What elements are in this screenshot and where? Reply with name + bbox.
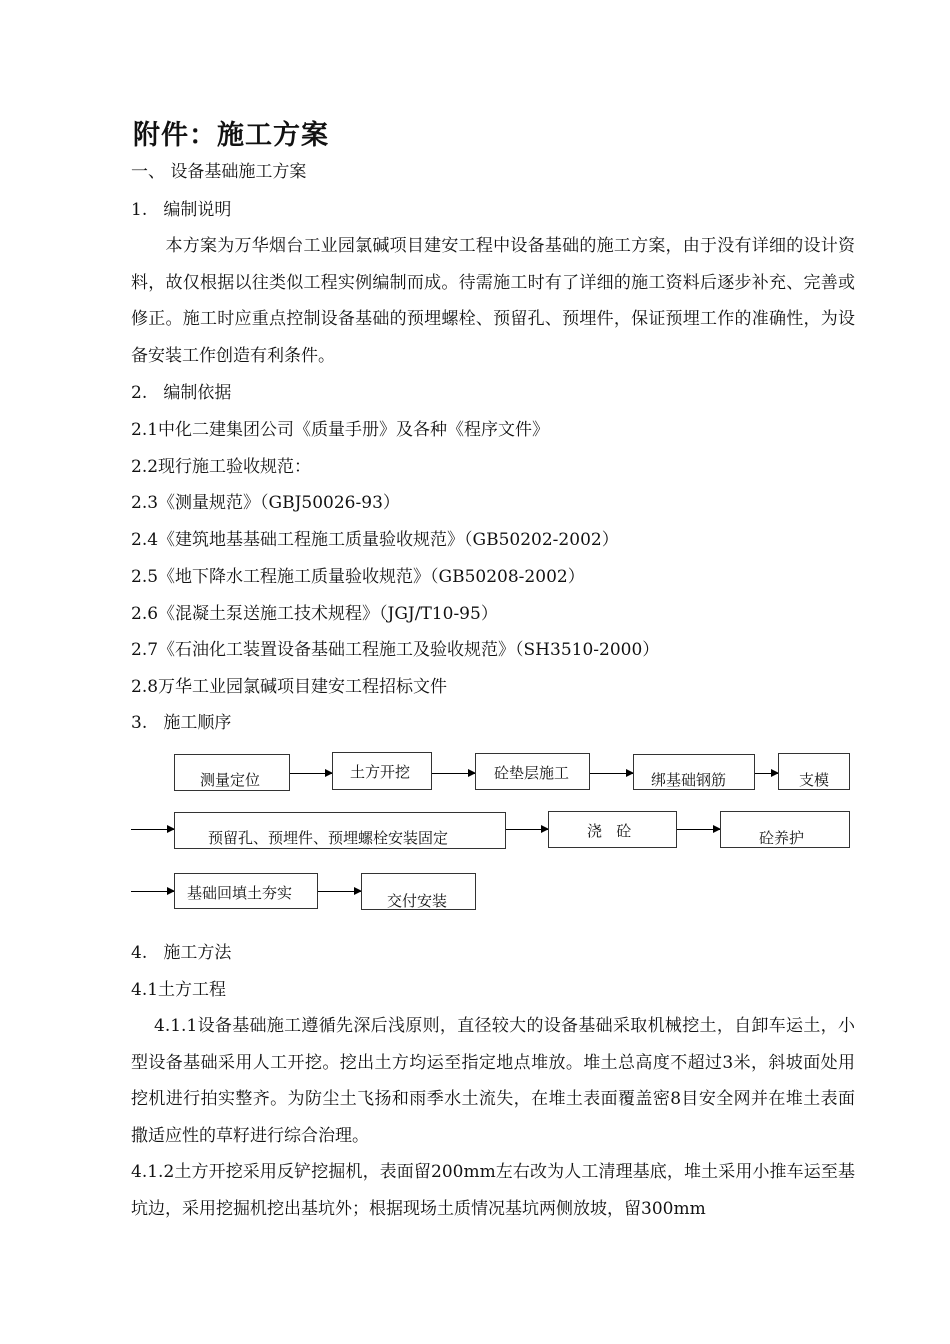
flow-step-label: 浇 砼: [587, 822, 632, 840]
paragraph-4-1-1: 4.1.1设备基础施工遵循先深后浅原则，直径较大的设备基础采取机械挖土，自卸车运土，小型设备基础采用人工开挖。挖出土方均运至指定地点堆放。堆土总高度不超过3米，斜坡面处用挖机进行拍实整齐。为防尘土飞扬和雨季水土流失，在堆土表面覆盖密8目安全网并在堆土表面撒适应性的草籽进行综合治理。: [131, 1016, 855, 1146]
heading-3: 3. 施工顺序: [131, 713, 232, 733]
heading-2: 2. 编制依据: [131, 383, 232, 403]
reference-item: 2.2现行施工验收规范：: [131, 457, 312, 477]
flow-arrow: [318, 891, 361, 892]
reference-item: 2.4《建筑地基基础工程施工质量验收规范》（GB50202-2002）: [131, 530, 619, 550]
flow-arrow: [131, 829, 174, 830]
reference-item: 2.1中化二建集团公司《质量手册》及各种《程序文件》: [131, 420, 550, 440]
reference-item: 2.3《测量规范》（GBJ50026-93）: [131, 493, 400, 513]
paragraph-description: 本方案为万华烟台工业园氯碱项目建安工程中设备基础的施工方案，由于没有详细的设计资料，故仅根据以往类似工程实例编制而成。待需施工时有了详细的施工资料后逐步补充、完善或修正。施工时应重点控制设备基础的预埋螺栓、预留孔、预埋件，保证预埋工作的准确性，为设备安装工作创造有利条件。: [131, 236, 855, 366]
flow-step: [332, 752, 432, 790]
reference-item: 2.8万华工业园氯碱项目建安工程招标文件: [131, 677, 448, 697]
page-title: 附件：施工方案: [133, 120, 329, 151]
flow-step-label: 砼养护: [759, 829, 805, 847]
reference-item: 2.7《石油化工装置设备基础工程施工及验收规范》（SH3510-2000）: [131, 640, 660, 660]
heading-4-1: 4.1土方工程: [131, 980, 227, 1000]
flow-step-label: 支模: [799, 771, 830, 789]
flow-step: [174, 754, 290, 791]
heading-4: 4. 施工方法: [131, 943, 232, 963]
flow-arrow: [506, 829, 548, 830]
paragraph-4-1-2: 4.1.2土方开挖采用反铲挖掘机，表面留200mm左右改为人工清理基底，堆土采用小推车运至基坑边，采用挖掘机挖出基坑外；根据现场土质情况基坑两侧放坡，留300mm: [131, 1162, 855, 1219]
flow-arrow: [432, 773, 475, 774]
heading-1: 1. 编制说明: [131, 200, 232, 220]
flow-step: [174, 812, 506, 849]
flow-step: [174, 873, 318, 909]
flow-step: [633, 754, 755, 790]
flow-step: [361, 873, 476, 910]
flow-arrow: [131, 891, 174, 892]
flow-step-label: 砼垫层施工: [494, 764, 570, 782]
flow-step-label: 土方开挖: [350, 763, 411, 781]
flow-step-label: 预留孔、预埋件、预埋螺栓安装固定: [208, 829, 449, 847]
flow-arrow: [290, 773, 332, 774]
flow-step-label: 绑基础钢筋: [651, 771, 727, 789]
flow-step-label: 基础回填土夯实: [187, 884, 293, 902]
section-heading: 一、 设备基础施工方案: [131, 162, 307, 182]
flow-step-label: 测量定位: [200, 771, 261, 789]
flow-step: [548, 811, 677, 848]
flow-step-label: 交付安装: [387, 892, 448, 910]
flow-arrow: [590, 773, 633, 774]
flow-arrow: [677, 829, 720, 830]
flow-arrow: [755, 773, 778, 774]
reference-item: 2.5《地下降水工程施工质量验收规范》（GB50208-2002）: [131, 567, 585, 587]
flow-step: [475, 753, 590, 790]
flow-step: [720, 811, 850, 848]
flow-step: [778, 753, 850, 790]
reference-item: 2.6《混凝土泵送施工技术规程》（JGJ/T10-95）: [131, 604, 498, 624]
